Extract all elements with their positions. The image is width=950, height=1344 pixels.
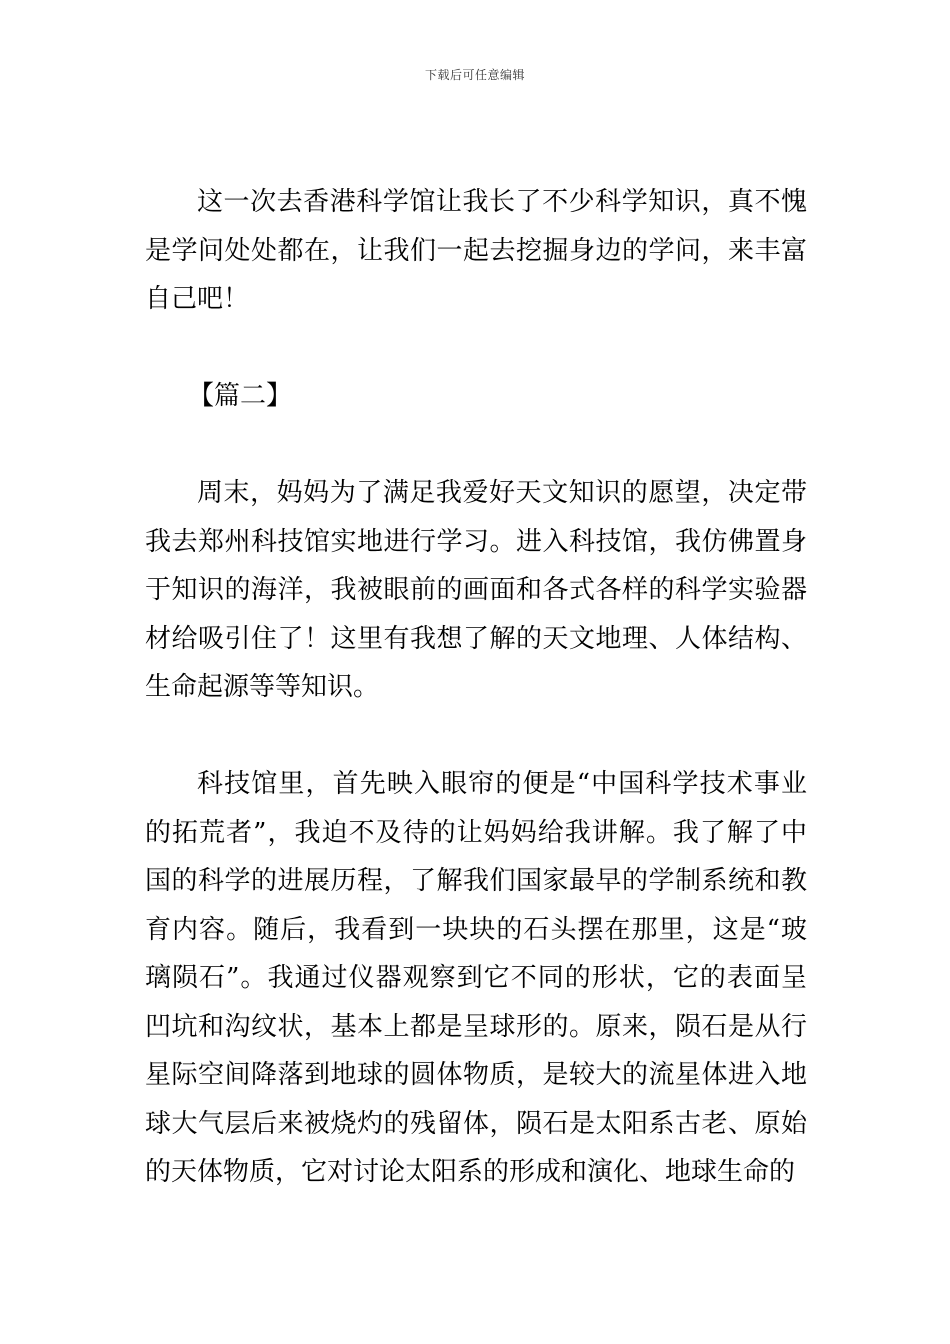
paragraph-gap bbox=[145, 712, 807, 761]
page-header-note: 下载后可任意编辑 bbox=[424, 68, 525, 82]
paragraph-hong-kong-science-museum: 这一次去香港科学馆让我长了不少科学知识，真不愧是学问处处都在，让我们一起去挖掘身边的学问，来丰富自己吧！ bbox=[145, 187, 807, 314]
section-heading: 【篇二】 bbox=[188, 381, 293, 411]
paragraph-zhengzhou-science-museum: 周末，妈妈为了满足我爱好天文知识的愿望，决定带我去郑州科技馆实地进行学习。进入科技馆，我仿佛置身于知识的海洋，我被眼前的画面和各式各样的科学实验器材给吸引住了！这里有我想了解的天文地理、人体结构、生命起源等等知识。 bbox=[145, 478, 807, 702]
paragraph-gap bbox=[145, 421, 807, 470]
paragraph-gap bbox=[145, 324, 807, 373]
document-body bbox=[145, 178, 807, 1197]
paragraph-meteorite-exhibit: 科技馆里，首先映入眼帘的便是“中国科学技术事业的拓荒者”，我迫不及待的让妈妈给我讲解。我了解了中国的科学的进展历程，了解我们国家最早的学制系统和教育内容。随后，我看到一块块的石头摆在那里，这是“玻璃陨石”。我通过仪器观察到它不同的形状，它的表面呈凹坑和沟纹状，基本上都是呈球形的。原来，陨石是从行星际空间降落到地球的圆体物质，是较大的流星体进入地球大气层后来被烧灼的残留体，陨石是太阳系古老、原始的天体物质，它对讨论太阳系的形成和演化、地球生命的 bbox=[145, 769, 807, 1187]
